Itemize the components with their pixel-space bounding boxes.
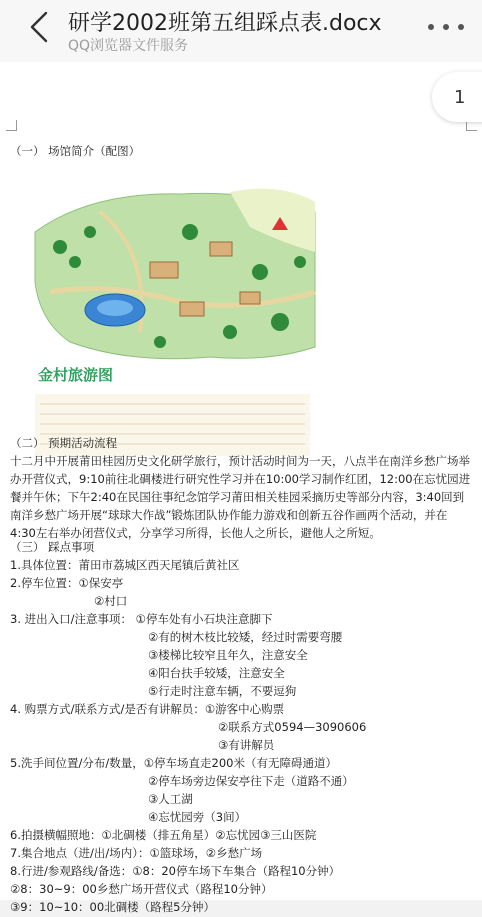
list-item: 7.集合地点（进/出/场内）：①篮球场，②乡愁广场 bbox=[10, 846, 263, 860]
list-item: ②联系方式0594—3090606 bbox=[218, 720, 367, 734]
list-item: ②有的树木枝比较矮，经过时需要弯腰 bbox=[148, 630, 343, 644]
list-item: ④忘忧园旁（3间） bbox=[148, 810, 247, 824]
activity-flow-paragraph: 十二月中开展莆田桂园历史文化研学旅行，预计活动时间为一天，八点半在南洋乡愁广场举办开营仪式，9:10前往北碉楼进行研究性学习并在10:00学习制作红团，12:00在忘忧园进餐并午休；下午2:40在民国往事纪念馆学习莆田相关桂园采摘历史等部分内容，3:40回到南洋乡愁广场开展“球球大作战”锻炼团队协作能力游戏和创新五谷作画两个活动，并在4:30左右举办闭营仪式，分享学习所得，长他人之所长，避他人之所短。 bbox=[10, 454, 471, 540]
back-button[interactable] bbox=[26, 10, 56, 44]
list-item: 3. 进出入口/注意事项： ①停车处有小石块注意脚下 bbox=[10, 612, 273, 626]
list-item: ②8：30~9：00乡愁广场开营仪式（路程10分钟） bbox=[10, 882, 273, 896]
list-item: ③有讲解员 bbox=[218, 738, 275, 752]
list-item: 2.停车位置：①保安亭 bbox=[10, 576, 124, 590]
list-item: ③9：10~10：00北碉楼（路程5分钟） bbox=[10, 900, 215, 914]
list-item: 4. 购票方式/联系方式/是否有讲解员：①游客中心购票 bbox=[10, 702, 285, 716]
list-item: ③楼梯比较窄且年久，注意安全 bbox=[148, 648, 308, 662]
page-corner-mark bbox=[6, 120, 17, 131]
section-heading: （一） 场馆简介（配图） bbox=[10, 144, 141, 158]
list-item: ④阳台扶手较矮，注意安全 bbox=[148, 666, 285, 680]
document-page bbox=[0, 62, 482, 914]
list-item: ②村口 bbox=[94, 594, 128, 608]
list-item: 6.拍摄横幅照地：①北碉楼（排五角星）②忘忧园③三山医院 bbox=[10, 828, 317, 842]
list-item: ⑤行走时注意车辆，不要逗狗 bbox=[148, 684, 297, 698]
tourist-map-image bbox=[30, 172, 320, 462]
list-item: ③人工湖 bbox=[148, 792, 193, 806]
map-title: 金村旅游图 bbox=[38, 366, 114, 384]
app-header bbox=[0, 0, 482, 62]
list-item: 8.行进/参观路线/备选：①8：20停车场下车集合（路程10分钟） bbox=[10, 864, 341, 878]
section-heading: （二） 预期活动流程 bbox=[10, 436, 118, 450]
more-dots-icon[interactable] bbox=[428, 22, 464, 32]
document-source: QQ浏览器文件服务 bbox=[68, 38, 189, 54]
page-number-badge[interactable]: 1 bbox=[432, 72, 482, 122]
section-heading: （三） 踩点事项 bbox=[10, 540, 95, 554]
list-item: 1.具体位置：莆田市荔城区西天尾镇后黄社区 bbox=[10, 558, 240, 572]
list-item: 5.洗手间位置/分布/数量，①停车场直走200米（有无障碍通道） bbox=[10, 756, 337, 770]
document-title: 研学2002班第五组踩点表.docx bbox=[68, 11, 382, 36]
list-item: ②停车场旁边保安亭往下走（道路不通） bbox=[148, 774, 354, 788]
chevron-left-icon bbox=[26, 10, 56, 44]
